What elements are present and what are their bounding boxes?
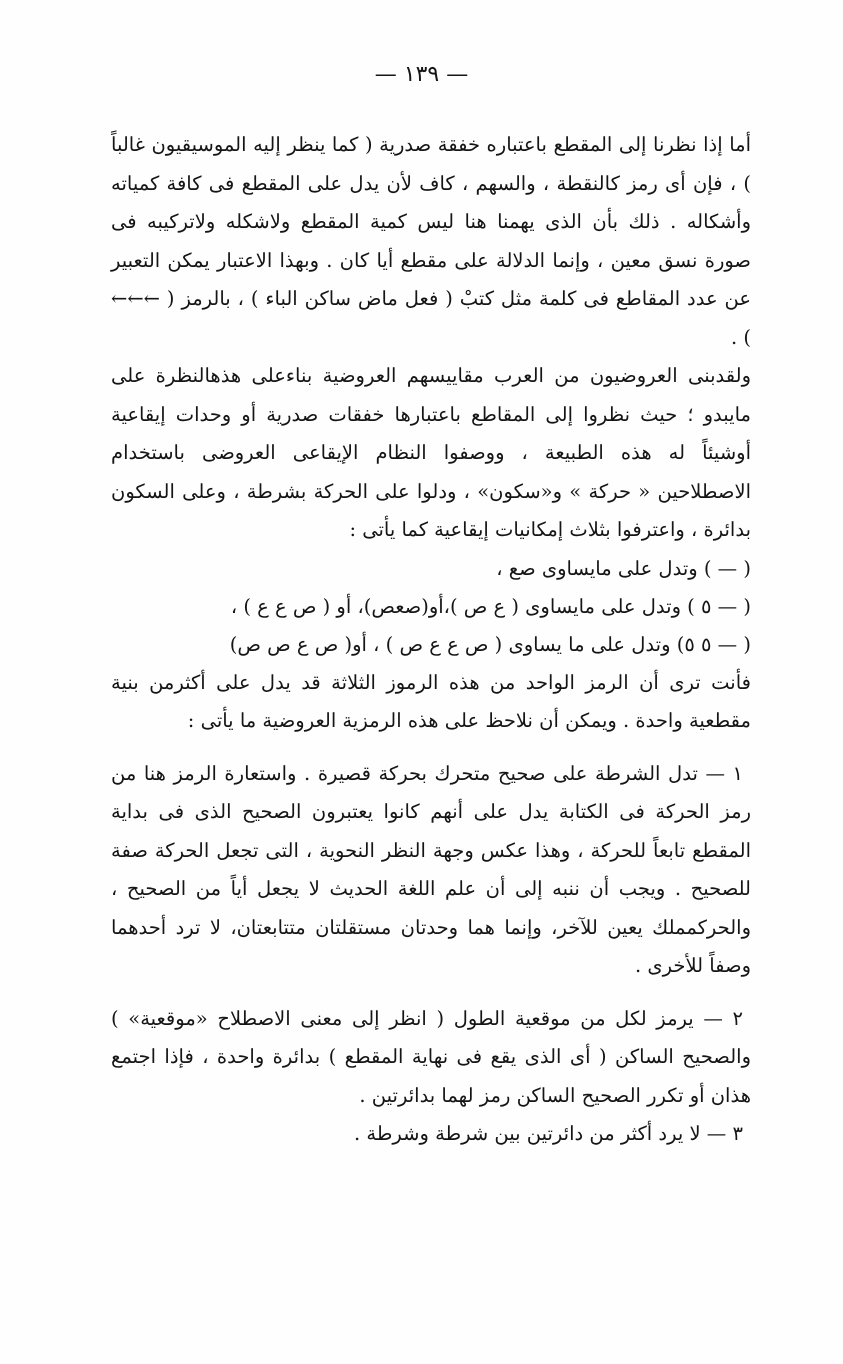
page-body [111,126,751,1154]
note-2: ٢ — يرمز لكل من موقعية الطول ( انظر إلى معنى الاصطلاح «موقعية» ) والصحيح الساكن ( أى الذى يقع فى نهاية المقطع ) بدائرة واحدة ، فإذا اجتمع هذان أو تكرر الصحيح الساكن رمز لهما بدائرتين . [111,1006,751,1107]
formula-line: ( — ٥ ٥) وتدل على ما يساوى ( ص ع ع ص ) ، أو( ص ع ص ص) [229,632,751,656]
page-number: — ١٣٩ — [374,62,469,87]
spacer [111,741,751,755]
rhythmic-possibilities-list [111,550,751,664]
spacer [111,986,751,1000]
note-3: ٣ — لا يرد أكثر من دائرتين بين شرطة وشرطة . [354,1122,743,1145]
paragraph-symbol-ambiguity: فأنت ترى أن الرمز الواحد من هذه الرموز الثلاثة قد يدل على أكثرمن بنية مقطعية واحدة . ويمكن أن نلاحظ على هذه الرمزية العروضية ما يأتى : [111,670,751,732]
formula-line: ( — ) وتدل على مايساوى صع ، [496,556,751,580]
paragraph-arab-prosodists: ولقدبنى العروضيون من العرب مقاييسهم العروضية بناءعلى هذهالنظرة على مايبدو ؛ حيث نظروا إلى المقاطع باعتبارها خفقات صدرية أو وحدات إيقاعية أوشيئاً له هذه الطبيعة ، ووصفوا النظام الإيقاعى العروضى باستخدام الاصطلاحين « حركة » و«سكون» ، ودلوا على الحركة بشرطة ، وعلى السكون بدائرة ، واعترفوا بثلاث إمكانيات إيقاعية كما يأتى : [111,364,751,541]
note-1: ١ — تدل الشرطة على صحيح متحرك بحركة قصيرة . واستعارة الرمز هنا من رمز الحركة فى الكتابة يدل على أنهم كانوا يعتبرون الصحيح الذى فى بداية المقطع تابعاً للحركة ، وهذا عكس وجهة النظر النحوية ، التى تجعل الحركة صفة للصحيح . ويجب أن ننبه إلى أن علم اللغة الحديث لا يجعل أياً من الصحيح ، والحركمملك يعين للآخر، وإنما هما وحدتان مستقلتان متتابعتان، لا ترد أحدهما وصفاً للأخرى . [111,761,751,977]
formula-line: ( — ٥ ) وتدل على مايساوى ( ع ص )،أو(صعص)، أو ( ص ع ع ) ، [230,594,751,618]
paragraph-syllable-as-pulse: أما إذا نظرنا إلى المقطع باعتباره خفقة صدرية ( كما ينظر إليه الموسيقيون غالباً ) ، فإن أى رمز كالنقطة ، والسهم ، كاف لأن يدل على المقطع فى كافة كمياته وأشكاله . ذلك بأن الذى يهمنا هنا ليس كمية المقطع ولاشكله ولاتركيبه فى صورة نسق معين ، وإنما الدلالة على مقطع أيا كان . وبهذا الاعتبار يمكن التعبير عن عدد المقاطع فى كلمة مثل كتبْ ( فعل ماض ساكن الباء ) ، بالرمز ( ←←← ) . [111,133,751,349]
